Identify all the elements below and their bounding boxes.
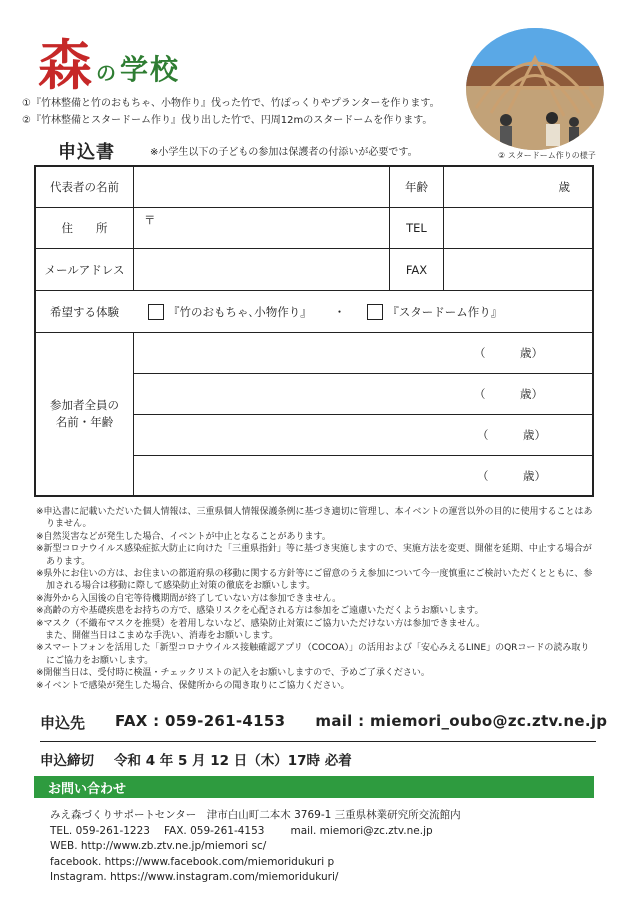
apply-mail[interactable]: mail : miemori_oubo@zc.ztv.ne.jp <box>315 712 608 730</box>
fax-label: FAX <box>405 262 428 277</box>
note-item: ※マスク（不織布マスクを推奨）を着用しないなど、感染防止対策にご協力いただけない方は参加できません。 <box>36 618 486 629</box>
rep-name-label: 代表者の名前 <box>50 180 119 194</box>
email-field[interactable] <box>134 249 389 290</box>
notes-list <box>36 506 596 692</box>
note-item: ※新型コロナウイルス感染症拡大防止に向けた「三重県指針」等に基づき実施しますので、実施方法を変更、開催を延期、中止する場合があります。 <box>36 544 592 567</box>
logo-mori: 森 <box>38 33 90 97</box>
postal-mark: 〒 <box>144 213 156 227</box>
note-item: ※スマートフォンを活用した「新型コロナウイルス接触確認アプリ（COCOA）」の活用および「安心みえるLINE」のQRコードの読み取りにご協力をお願いします。 <box>36 643 590 666</box>
contact-facebook[interactable]: facebook. https://www.facebook.com/miemoridukuri p <box>50 855 335 868</box>
tel-label: TEL <box>406 221 427 235</box>
apply-fax: FAX : 059-261-4153 <box>115 712 286 730</box>
participants-label-line2: 名前・年齢 <box>55 415 114 429</box>
program-1-description: ①『竹林整備と竹のおもちゃ、小物作り』伐った竹で、竹ぽっくりやプランターを作ります。 <box>22 98 440 109</box>
apply-to-label: 申込先 <box>40 714 86 732</box>
contact-web[interactable]: WEB. http://www.zb.ztv.ne.jp/miemori sc/ <box>50 840 267 852</box>
option1-label: 『竹のおもちゃ､小物作り』 <box>168 304 312 319</box>
address-label: 住 所 <box>61 221 108 235</box>
note-item: ※県外にお住いの方は、お住まいの都道府県の移動に関する方針等にご留意のうえ参加について今一度慎重にご検討いただくとともに、参加される場合は移動に際して感染防止対策の徹底をお願いします。 <box>36 569 593 592</box>
email-label: メールアドレス <box>44 262 125 277</box>
participant-row-1[interactable] <box>134 333 592 373</box>
deadline-label: 申込締切 <box>40 753 94 769</box>
deadline-value: 令和 4 年 5 月 12 日（木）17時 必着 <box>114 753 352 769</box>
participant-age: （ 歳） <box>477 468 546 483</box>
application-form <box>34 165 594 497</box>
contact-mail[interactable]: mail. miemori@zc.ztv.ne.jp <box>290 824 433 837</box>
form-note: ※小学生以下の子どもの参加は保護者の付添いが必要です。 <box>150 147 418 158</box>
note-item: ※高齢の方や基礎疾患をお持ちの方で、感染リスクを心配される方は参加をご遠慮いただくようお願いします。 <box>36 606 484 617</box>
participant-age: （ 歳） <box>474 346 543 360</box>
participant-row-4[interactable] <box>134 456 592 495</box>
contact-info <box>50 808 461 886</box>
star-dome-illustration <box>466 28 604 150</box>
participant-row-3[interactable] <box>134 415 592 455</box>
participant-age: （ 歳） <box>477 428 546 442</box>
contact-tel: TEL. 059-261-1223 <box>50 824 150 837</box>
participants-label-line1: 参加者全員の <box>50 398 119 412</box>
logo-no: の <box>96 61 116 85</box>
participants-label <box>36 333 133 495</box>
participant-row-2[interactable] <box>134 374 592 414</box>
fax-field[interactable] <box>444 249 592 290</box>
age-field[interactable] <box>444 167 592 207</box>
contact-instagram[interactable]: Instagram. https://www.instagram.com/miemoridukuri/ <box>50 871 339 883</box>
note-item: ※イベントで感染が発生した場合、保健所からの聞き取りにご協力ください。 <box>36 680 350 691</box>
contact-phone-row <box>50 824 461 840</box>
school-logo <box>38 22 181 97</box>
note-item: ※申込書に記載いただいた個人情報は、三重県個人情報保護条例に基づき適切に管理し、本イベントの運営以外の目的に使用することはありません。 <box>36 507 593 530</box>
rep-name-field[interactable] <box>134 167 389 207</box>
address-field[interactable] <box>134 208 389 248</box>
note-item: ※海外から入国後の自宅等待機期間が終了していない方は参加できません。 <box>36 593 342 604</box>
option-separator: ・ <box>333 304 346 319</box>
logo-gakkou: 学校 <box>120 53 181 86</box>
note-item: ※開催当日は、受付時に検温・チェックリストの記入をお願いしますので、予めご了承ください。 <box>36 668 430 679</box>
deadline <box>40 749 352 769</box>
experience-options <box>148 291 592 332</box>
participant-age: （ 歳） <box>474 387 543 401</box>
contact-fax: FAX. 059-261-4153 <box>163 824 265 837</box>
note-item: ※自然災害などが発生した場合、イベントが中止となることがあります。 <box>36 531 331 542</box>
experience-label: 希望する体験 <box>50 304 119 319</box>
program-2-description: ②『竹林整備とスタードーム作り』伐り出した竹で、円周12mのスタードームを作ります。 <box>22 115 433 126</box>
note-item: また、開催当日はこまめな手洗い、消毒をお願いします。 <box>36 631 279 642</box>
age-label: 年齢 <box>405 180 428 194</box>
photo-caption: ② スタードーム作りの様子 <box>498 151 596 160</box>
star-dome-photo <box>466 28 604 150</box>
age-unit: 歳 <box>558 180 570 194</box>
option2-label: 『スタードーム作り』 <box>387 304 503 319</box>
option1-checkbox[interactable] <box>148 304 164 320</box>
option2-checkbox[interactable] <box>367 304 383 320</box>
divider <box>40 741 596 742</box>
form-title: 申込書 <box>58 142 115 163</box>
tel-field[interactable] <box>444 208 592 248</box>
apply-to <box>40 712 607 733</box>
contact-org: みえ森づくりサポートセンター 津市白山町二本木 3769-1 三重県林業研究所交流館内 <box>50 809 461 821</box>
contact-heading: お問い合わせ <box>34 776 594 798</box>
